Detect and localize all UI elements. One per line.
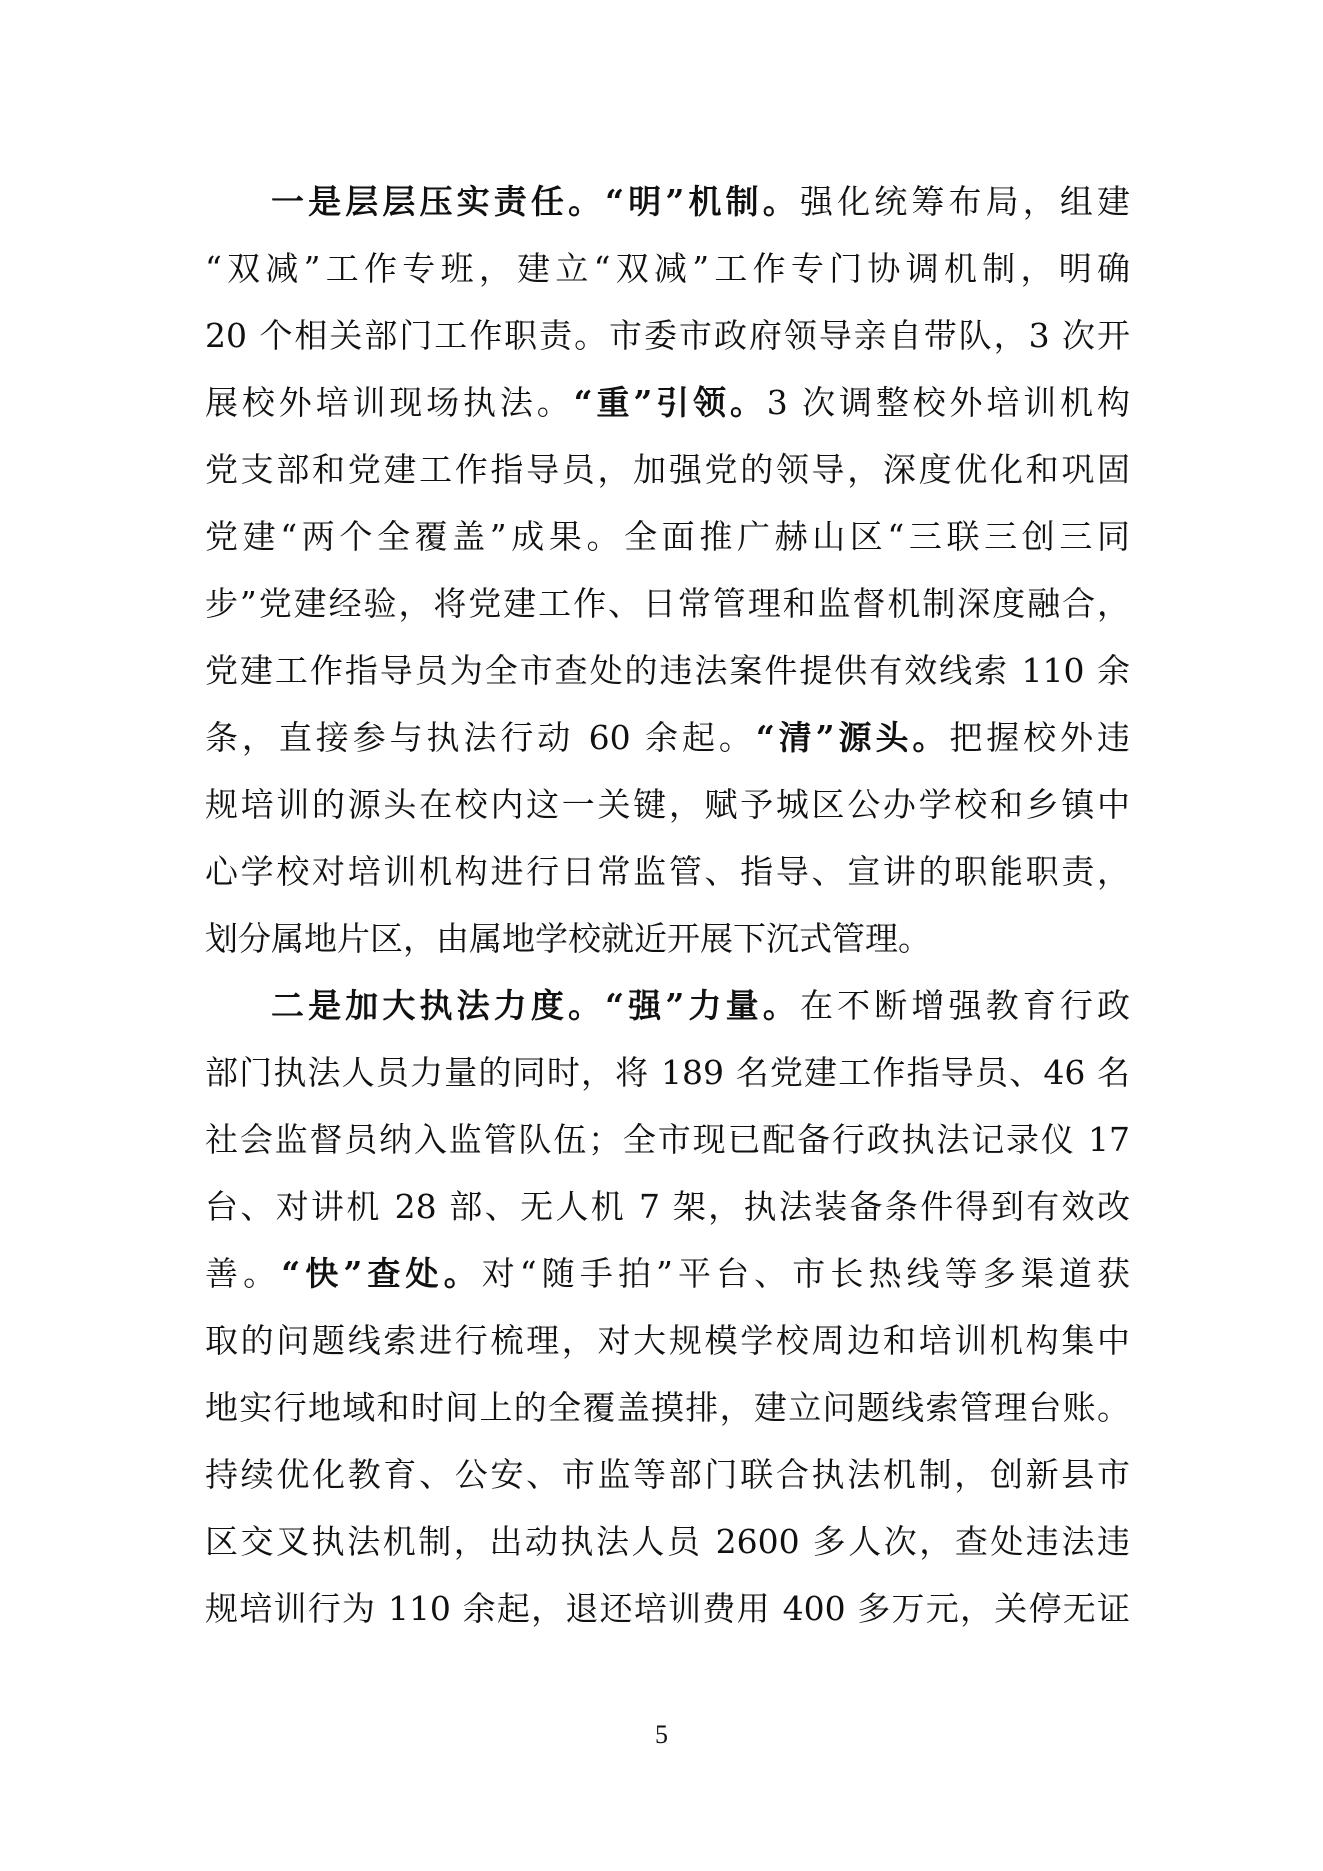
- paragraph-1-text: 强化统筹布局，组建: [799, 182, 1131, 221]
- paragraph-2-line-3: 社会监督员纳入监管队伍；全市现已配备行政执法记录仪 17: [205, 1120, 1130, 1159]
- text-span: 展校外培训现场执法。: [205, 383, 574, 422]
- paragraph-1-line-7: 步”党建经验，将党建工作、日常管理和监督机制深度融合，: [205, 584, 1130, 623]
- paragraph-2-line-10: 规培训行为 110 余起，退还培训费用 400 多万元，关停无证: [205, 1589, 1130, 1628]
- paragraph-1-line-6: 党建“两个全覆盖”成果。全面推广赫山区“三联三创三同: [205, 517, 1130, 556]
- paragraph-1-line-1: [271, 182, 1130, 222]
- text-span: 把握校外违: [949, 718, 1130, 757]
- paragraph-2-line-6: 取的问题线索进行梳理，对大规模学校周边和培训机构集中: [205, 1321, 1130, 1360]
- paragraph-1-heading: 一是层层压实责任。“明”机制。: [271, 182, 800, 221]
- subheading-zhong-yinling: “重”引领。: [573, 383, 767, 422]
- paragraph-2-line-5: [205, 1254, 1130, 1294]
- paragraph-2-line-9: 区交叉执法机制，出动执法人员 2600 多人次，查处违法违: [205, 1522, 1130, 1561]
- paragraph-1-line-8: 党建工作指导员为全市查处的违法案件提供有效线索 110 余: [205, 651, 1130, 690]
- paragraph-2-line-1: [271, 986, 1130, 1026]
- paragraph-2-text: 在不断增强教育行政: [799, 986, 1131, 1025]
- subheading-kuai-chachu: “快”查处。: [281, 1254, 482, 1293]
- paragraph-2-line-7: 地实行地域和时间上的全覆盖摸排，建立问题线索管理台账。: [205, 1388, 1130, 1427]
- paragraph-1-line-12: 划分属地片区，由属地学校就近开展下沉式管理。: [205, 919, 931, 958]
- paragraph-1-line-2: “双减”工作专班，建立“双减”工作专门协调机制，明确: [205, 249, 1130, 288]
- text-span: 3 次调整校外培训机构: [766, 383, 1131, 422]
- page-number: 5: [655, 1720, 668, 1749]
- paragraph-1-line-9: [205, 718, 1130, 758]
- paragraph-1-line-11: 心学校对培训机构进行日常监管、指导、宣讲的职能职责，: [205, 852, 1130, 891]
- paragraph-2-line-4: 台、对讲机 28 部、无人机 7 架，执法装备条件得到有效改: [205, 1187, 1130, 1226]
- paragraph-1-line-10: 规培训的源头在校内这一关键，赋予城区公办学校和乡镇中: [205, 785, 1130, 824]
- paragraph-2-heading: 二是加大执法力度。“强”力量。: [271, 986, 800, 1025]
- paragraph-1-line-5: 党支部和党建工作指导员，加强党的领导，深度优化和巩固: [205, 450, 1130, 489]
- paragraph-1-line-3: 20 个相关部门工作职责。市委市政府领导亲自带队，3 次开: [205, 316, 1130, 355]
- subheading-qing-yuantou: “清”源头。: [755, 718, 950, 757]
- paragraph-1-line-4: [205, 383, 1130, 423]
- paragraph-2-line-2: 部门执法人员力量的同时，将 189 名党建工作指导员、46 名: [205, 1053, 1130, 1092]
- text-span: 条，直接参与执法行动 60 余起。: [205, 718, 756, 757]
- text-span: 对“随手拍”平台、市长热线等多渠道获: [481, 1254, 1130, 1293]
- text-span: 善。: [205, 1254, 282, 1293]
- paragraph-2-line-8: 持续优化教育、公安、市监等部门联合执法机制，创新县市: [205, 1455, 1130, 1494]
